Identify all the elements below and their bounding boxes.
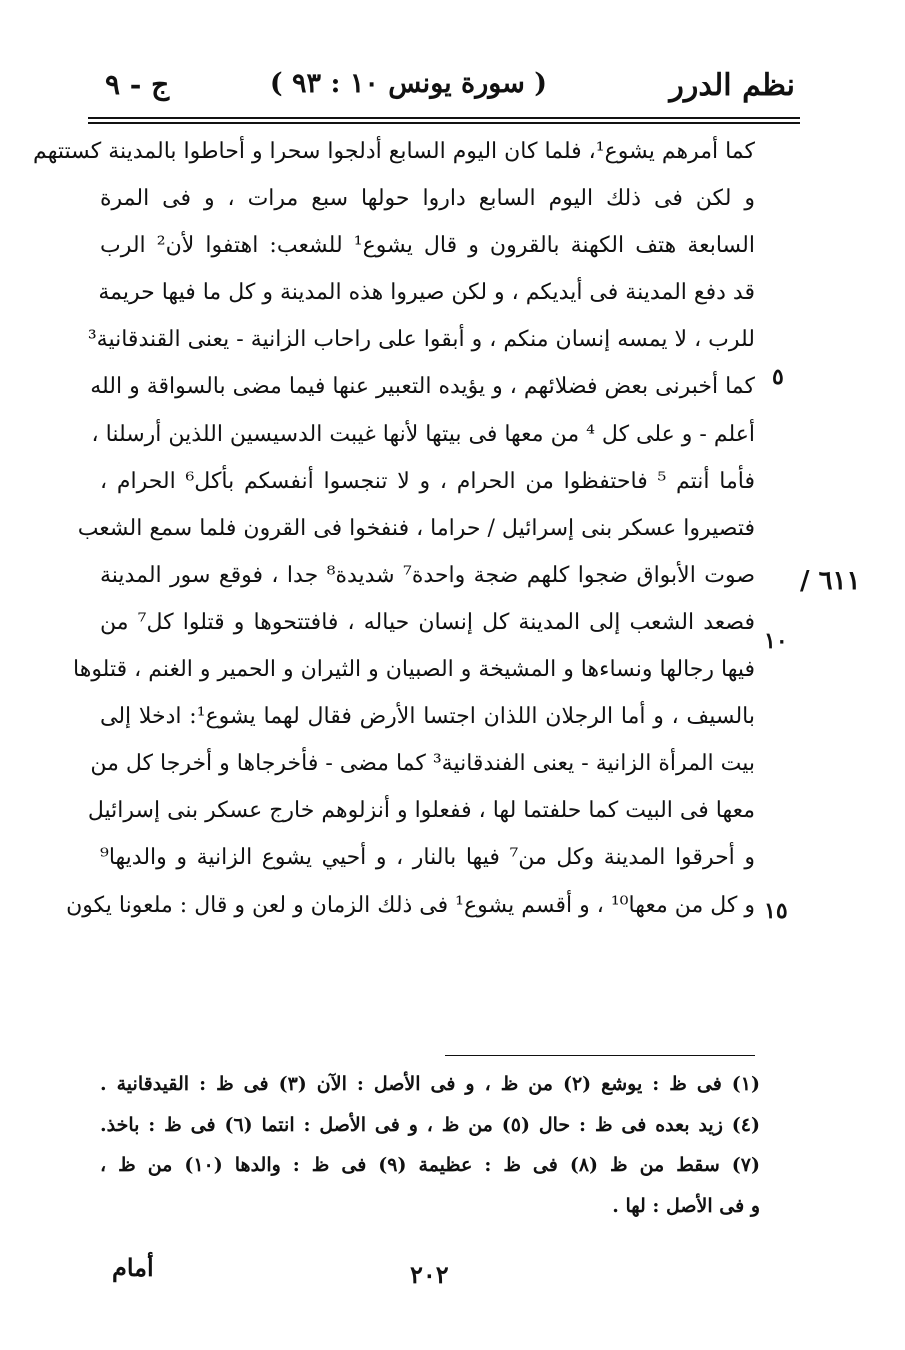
text-line: للرب ، لا يمسه إنسان منكم ، و أبقوا على راحاب الزانية - يعنى القندقانية³ — [87, 327, 755, 353]
page-header — [95, 62, 795, 112]
footnote-line: (٤) زيد بعده فى ظ : حال (٥) من ظ ، و فى الأصل : انتما (٦) فى ظ : باخذ. — [100, 1113, 760, 1136]
footnote-line: و فى الأصل : لها . — [612, 1194, 760, 1217]
text-line: فتصيروا عسكر بنى إسرائيل / حراما ، فنفخوا فى القرون فلما سمع الشعب — [77, 515, 755, 541]
line-number-5: ٥ — [772, 364, 784, 390]
surah-reference: ( سورة يونس ١٠ : ٩٣ ) — [269, 68, 547, 99]
volume-number: ج - ٩ — [105, 68, 170, 101]
header-rule-top — [88, 117, 800, 119]
line-number-10: ١٠ — [764, 628, 788, 654]
footnotes — [100, 1064, 760, 1226]
text-line: كما أمرهم يشوع¹، فلما كان اليوم السابع أدلجوا سحرا و أحاطوا بالمدينة كستتهم — [33, 139, 755, 164]
text-line: و كل من معها¹⁰ ، و أقسم يشوع¹ فى ذلك الزمان و لعن و قال : ملعونا يكون — [66, 892, 755, 918]
footnote-line: (٧) سقط من ظ (٨) فى ظ : عظيمة (٩) فى ظ : والدها (١٠) من ظ ، — [100, 1154, 761, 1176]
page-number: ٢٠٢ — [410, 1260, 449, 1289]
text-line: بيت المرأة الزانية - يعنى الفندقانية³ كما مضى - فأخرجاها و أخرجا كل من — [90, 751, 755, 777]
text-line: معها فى البيت كما حلفتما لها ، ففعلوا و أنزلوهم خارج عسكر بنى إسرائيل — [87, 798, 755, 824]
header-rule-bottom — [88, 122, 800, 124]
text-line: بالسيف ، و أما الرجلان اللذان اجتسا الأرض فقال لهما يشوع¹: ادخلا إلى — [100, 704, 755, 730]
book-title: نظم الدرر — [669, 68, 795, 103]
text-line: قد دفع المدينة فى أيديكم ، و لكن صيروا هذه المدينة و كل ما فيها حريمة — [98, 280, 755, 306]
text-line: أعلم - و على كل ⁴ من معها فى بيتها لأنها غيبت الدسيسين اللذين أرسلنا ، — [91, 421, 755, 447]
footnote-rule — [445, 1055, 755, 1056]
text-line: و أحرقوا المدينة وكل من⁷ فيها بالنار ، و أحيي يشوع الزانية و والديها⁹ — [100, 845, 755, 871]
text-line: كما أخبرنى بعض فضلائهم ، و يؤيده التعبير عنها فيما مضى بالسواقة و الله — [90, 374, 755, 400]
manuscript-folio-marker: ٦١١ / — [800, 566, 861, 596]
main-text — [33, 128, 755, 929]
text-line: و لكن فى ذلك اليوم السابع داروا حولها سبع مرات ، و فى المرة — [100, 186, 755, 212]
line-number-15: ١٥ — [764, 898, 788, 924]
text-line: فيها رجالها ونساءها و المشيخة و الصبيان و الثيران و الحمير و الغنم ، قتلوها — [73, 657, 755, 683]
catchword: أمام — [112, 1253, 154, 1282]
text-line: صوت الأبواق ضجوا كلهم ضجة واحدة⁷ شديدة⁸ جدا ، فوقع سور المدينة — [100, 562, 755, 588]
text-line: فأما أنتم ⁵ فاحتفظوا من الحرام ، و لا تنجسوا أنفسكم بأكل⁶ الحرام ، — [100, 468, 755, 494]
text-line: السابعة هتف الكهنة بالقرون و قال يشوع¹ للشعب: اهتفوا لأن² الرب — [100, 233, 755, 259]
text-line: فصعد الشعب إلى المدينة كل إنسان حياله ، فافتتحوها و قتلوا كل⁷ من — [100, 609, 755, 635]
footnote-line: (١) فى ظ : يوشع (٢) من ظ ، و فى الأصل : الآن (٣) فى ظ : القيدقانية . — [100, 1073, 760, 1095]
